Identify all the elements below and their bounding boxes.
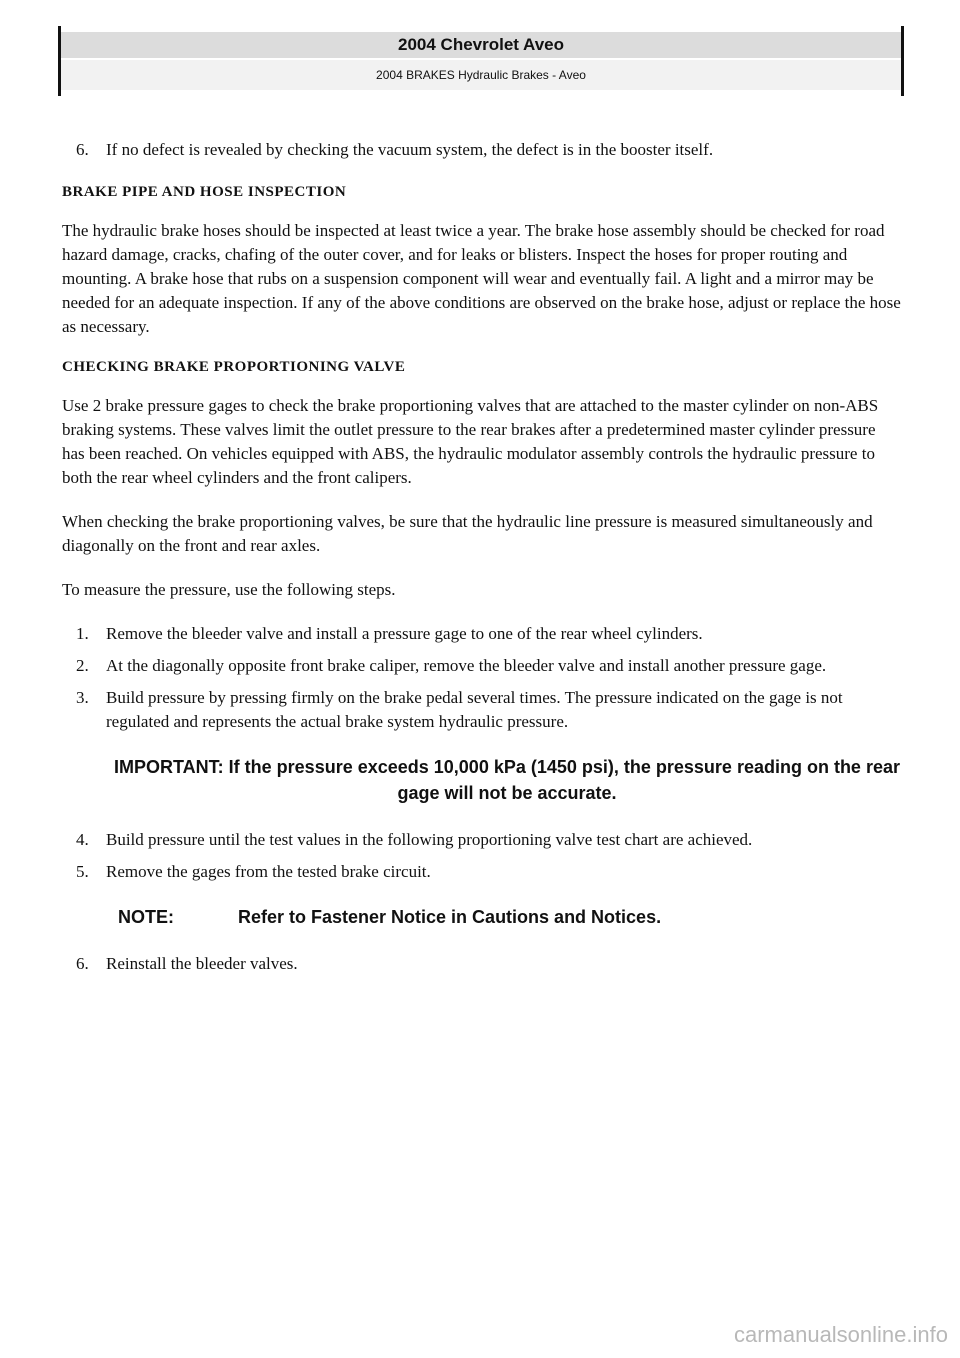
section-heading-hose-inspection: BRAKE PIPE AND HOSE INSPECTION [62,184,347,200]
item-text: Remove the bleeder valve and install a pressure gage to one of the rear wheel cylinders. [106,624,703,643]
item-text: If no defect is revealed by checking the vacuum system, the defect is in the booster itself. [106,140,714,159]
note-callout [62,904,902,930]
item-text: Build pressure until the test values in the following proportioning valve test chart are achieved. [106,830,753,849]
document-subtitle: 2004 BRAKES Hydraulic Brakes - Aveo [61,60,901,90]
item-number: 6. [76,140,89,159]
paragraph: To measure the pressure, use the following steps. [62,580,396,599]
item-number: 4. [76,830,89,849]
item-number: 5. [76,862,89,881]
document-header [58,26,904,96]
watermark: carmanualsonline.info [733,1322,948,1347]
item-number: 1. [76,624,89,643]
item-text: At the diagonally opposite front brake caliper, remove the bleeder valve and install another pressure gage. [106,656,827,675]
item-number: 6. [76,954,89,973]
paragraph: When checking the brake proportioning valves, be sure that the hydraulic line pressure is measured simultaneously and diagonally on the front and rear axles. [62,512,873,555]
item-text: Build pressure by pressing firmly on the brake pedal several times. The pressure indicated on the gage is not regulated and represents the actual brake system hydraulic pressure. [106,688,843,731]
section-heading-proportioning-valve: CHECKING BRAKE PROPORTIONING VALVE [62,359,406,375]
document-title: 2004 Chevrolet Aveo [61,32,901,58]
item-text: Reinstall the bleeder valves. [106,954,298,973]
list-item [62,138,902,162]
list-item [62,622,902,646]
note-text: Refer to Fastener Notice in Cautions and Notices. [238,907,662,927]
paragraph: Use 2 brake pressure gages to check the brake proportioning valves that are attached to the master cylinder on non-ABS braking systems. These valves limit the outlet pressure to the rear brakes after a predetermined master cylinder pressure has been reached. On vehicles equipped with ABS, the hydraulic modulator assembly controls the hydraulic pressure to both the rear wheel cylinders and the front calipers. [62,396,879,487]
list-item [62,828,902,852]
list-item [62,952,902,976]
important-callout: IMPORTANT: If the pressure exceeds 10,000 kPa (1450 psi), the pressure reading on the rear gage will not be accurate. [114,757,900,803]
item-number: 2. [76,656,89,675]
list-item [62,686,902,734]
list-item [62,654,902,678]
document-body [62,138,902,984]
paragraph-hose-inspection: The hydraulic brake hoses should be inspected at least twice a year. The brake hose assembly should be checked for road hazard damage, cracks, chafing of the outer cover, and for leaks or blisters. Inspect the hoses for proper routing and mounting. A brake hose that rubs on a suspension component will wear and eventually fail. A light and a mirror may be needed for an adequate inspection. If any of the above conditions are observed on the brake hose, adjust or replace the hose as necessary. [62,221,901,336]
list-item [62,860,902,884]
item-number: 3. [76,688,89,707]
note-label: NOTE: [118,907,174,927]
item-text: Remove the gages from the tested brake circuit. [106,862,431,881]
